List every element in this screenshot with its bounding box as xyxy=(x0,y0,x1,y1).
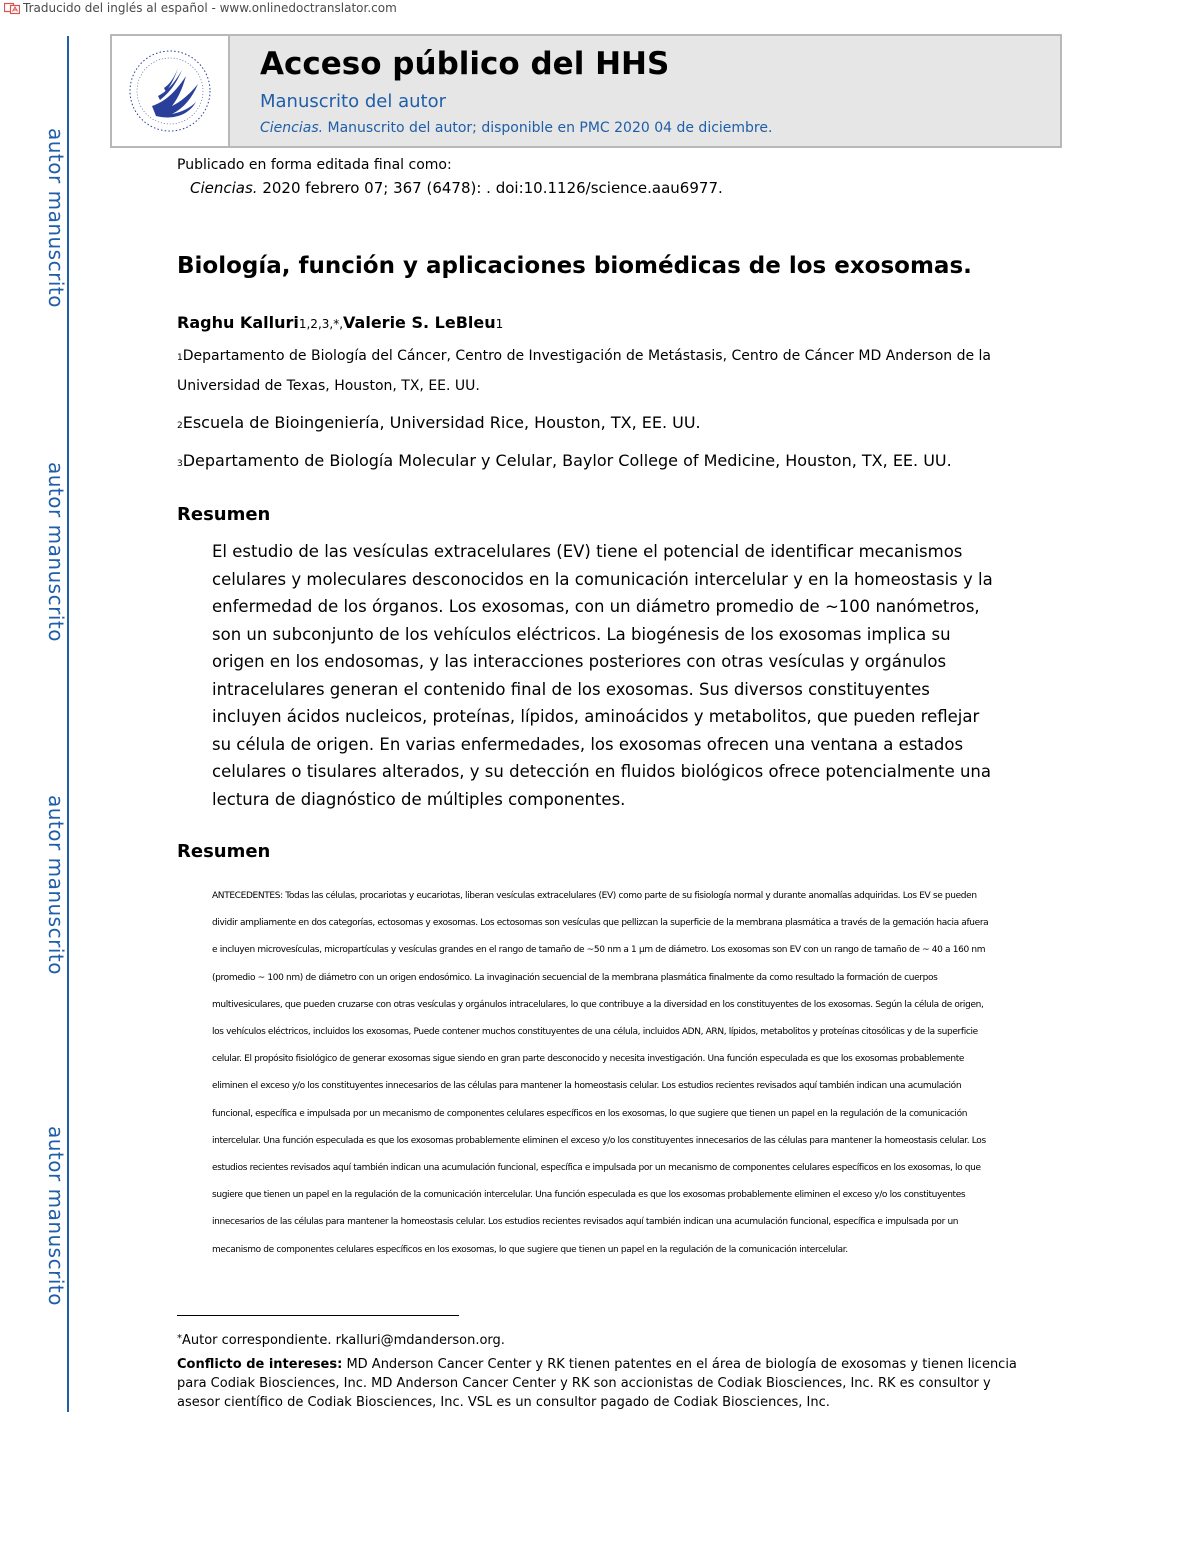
section-heading-structured-abstract: Resumen xyxy=(177,841,271,862)
author-name: Valerie S. LeBleu xyxy=(343,313,496,332)
conflict-text: MD Anderson Cancer Center y RK tienen patentes en el área de biología de exosomas y tienen licencia para Codiak Biosciences, Inc. MD Anderson Cancer Center y RK son accionistas de Codiak Biosciences, Inc. RK es consultor y asesor científico de Codiak Biosciences, Inc. VSL es un consultor pagado de Codiak Biosciences, Inc. xyxy=(177,1357,1017,1410)
translator-text[interactable]: Traducido del inglés al español - www.onlinedoctranslator.com xyxy=(23,1,397,15)
sidebar-label: autor manuscrito xyxy=(44,128,68,308)
translate-icon xyxy=(4,1,20,15)
header-journal: Ciencias. xyxy=(260,120,324,136)
author-affiliation-marks: 1 xyxy=(495,317,504,331)
affiliation-2 xyxy=(177,409,997,440)
affiliation-number: 1 xyxy=(177,353,183,363)
hhs-header xyxy=(110,34,1062,148)
header-availability-text: Manuscrito del autor; disponible en PMC 2020 04 de diciembre. xyxy=(323,120,773,136)
translator-banner[interactable] xyxy=(4,0,397,16)
published-label: Publicado en forma editada final como: xyxy=(177,157,452,173)
affiliation-text: Escuela de Bioingeniería, Universidad Rice, Houston, TX, EE. UU. xyxy=(182,413,701,432)
affiliation-text: Departamento de Biología del Cáncer, Centro de Investigación de Metástasis, Centro de Cáncer MD Anderson de la Universidad de Texas, Houston, TX, EE. UU. xyxy=(177,348,992,394)
abstract-text: El estudio de las vesículas extracelulares (EV) tiene el potencial de identificar mecanismos celulares y moleculares desconocidos en la comunicación intercelular y en la homeostasis y la enfermedad de los órganos. Los exosomas, con un diámetro promedio de ~100 nanómetros, son un subconjunto de los vehículos eléctricos. La biogénesis de los exosomas implica su origen en los endosomas, y las interacciones posteriores con otras vesículas y orgánulos intracelulares generan el contenido final de los exosomas. Sus diversos constituyentes incluyen ácidos nucleicos, proteínas, lípidos, aminoácidos y metabolitos, que pueden reflejar su célula de origen. En varias enfermedades, los exosomas ofrecen una ventana a estados celulares o tisulares alterados, y su detección en fluidos biológicos ofrece potencialmente una lectura de diagnóstico de múltiples componentes. xyxy=(212,542,993,809)
footnote-conflict xyxy=(177,1355,1027,1412)
author-affiliation-marks: 1,2,3,*, xyxy=(298,317,344,331)
published-citation xyxy=(190,179,723,197)
corresponding-author[interactable]: Autor correspondiente. rkalluri@mdanderson.org. xyxy=(182,1333,505,1348)
footnote-star: * xyxy=(177,1333,182,1344)
header-title: Acceso público del HHS xyxy=(260,46,670,82)
sidebar-label: autor manuscrito xyxy=(44,1126,68,1306)
published-journal: Ciencias. xyxy=(190,179,258,197)
sidebar-label: autor manuscrito xyxy=(44,795,68,975)
affiliation-number: 3 xyxy=(177,459,183,469)
structured-abstract-text: ANTECEDENTES: Todas las células, procariotas y eucariotas, liberan vesículas extracelulares (EV) como parte de su fisiología normal y durante anomalías adquiridas. Los EV se pueden dividir ampliamente en dos categorías, ectosomas y exosomas. Los ectosomas son vesículas que pellizcan la superficie de la membrana plasmática a través de la gemación hacia afuera e incluyen microvesículas, micropartículas y vesículas grandes en el rango de tamaño de ~50 nm a 1 μm de diámetro. Los exosomas son EV con un rango de tamaño de ~ 40 a 160 nm (promedio ~ 100 nm) de diámetro con un origen endosómico. La invaginación secuencial de la membrana plasmática finalmente da como resultado la formación de cuerpos multivesiculares, que pueden cruzarse con otras vesículas y orgánulos intracelulares, lo que contribuye a la diversidad en los constituyentes de los exosomas. Según la célula de origen, los vehículos eléctricos, incluidos los exosomas, Puede contener muchos constituyentes de una célula, incluidos ADN, ARN, lípidos, metabolitos y proteínas citosólicas y de la superficie celular. El propósito fisiológico de generar exosomas sigue siendo en gran parte desconocido y necesita investigación. Una función especulada es que los exosomas probablemente eliminen el exceso y/o los constituyentes innecesarios de las células para mantener la homeostasis celular. Los estudios recientes revisados aquí también indican una acumulación funcional, específica e impulsada por un mecanismo de componentes celulares específicos en los exosomas, lo que sugiere que tienen un papel en la regulación de la comunicación intercelular. Una función especulada es que los exosomas probablemente eliminen el exceso y/o los constituyentes innecesarios de las células para mantener la homeostasis celular. Los estudios recientes revisados aquí también indican una acumulación funcional, específica e impulsada por un mecanismo de componentes celulares específicos en los exosomas, lo que sugiere que tienen un papel en la regulación de la comunicación intercelular. Una función especulada es que los exosomas probablemente eliminen el exceso y/o los constituyentes innecesarios de las células para mantener la homeostasis celular. Los estudios recientes revisados aquí también indican una acumulación funcional, específica e impulsada por un mecanismo de componentes celulares específicos en los exosomas, lo que sugiere que tienen un papel en la regulación de la comunicación intercelular. xyxy=(212,891,989,1255)
conflict-label: Conflicto de intereses: xyxy=(177,1357,343,1372)
footnote-corresponding xyxy=(177,1333,505,1348)
affiliation-1 xyxy=(177,342,997,400)
header-availability xyxy=(260,120,772,136)
footnote-divider xyxy=(177,1315,459,1316)
section-heading-abstract: Resumen xyxy=(177,504,271,525)
sidebar-label: autor manuscrito xyxy=(44,462,68,642)
hhs-eagle-logo-icon xyxy=(112,36,228,146)
affiliation-3 xyxy=(177,447,997,478)
hhs-logo xyxy=(112,36,230,146)
published-citation-text: 2020 febrero 07; 367 (6478): . doi:10.1126/science.aau6977. xyxy=(257,179,723,197)
affiliation-number: 2 xyxy=(177,421,183,431)
affiliation-text: Departamento de Biología Molecular y Celular, Baylor College of Medicine, Houston, TX, EE. UU. xyxy=(182,451,952,470)
article-title: Biología, función y aplicaciones biomédicas de los exosomas. xyxy=(177,253,972,279)
author-list xyxy=(177,313,503,332)
header-subtitle: Manuscrito del autor xyxy=(260,91,446,112)
author-name: Raghu Kalluri xyxy=(177,313,299,332)
